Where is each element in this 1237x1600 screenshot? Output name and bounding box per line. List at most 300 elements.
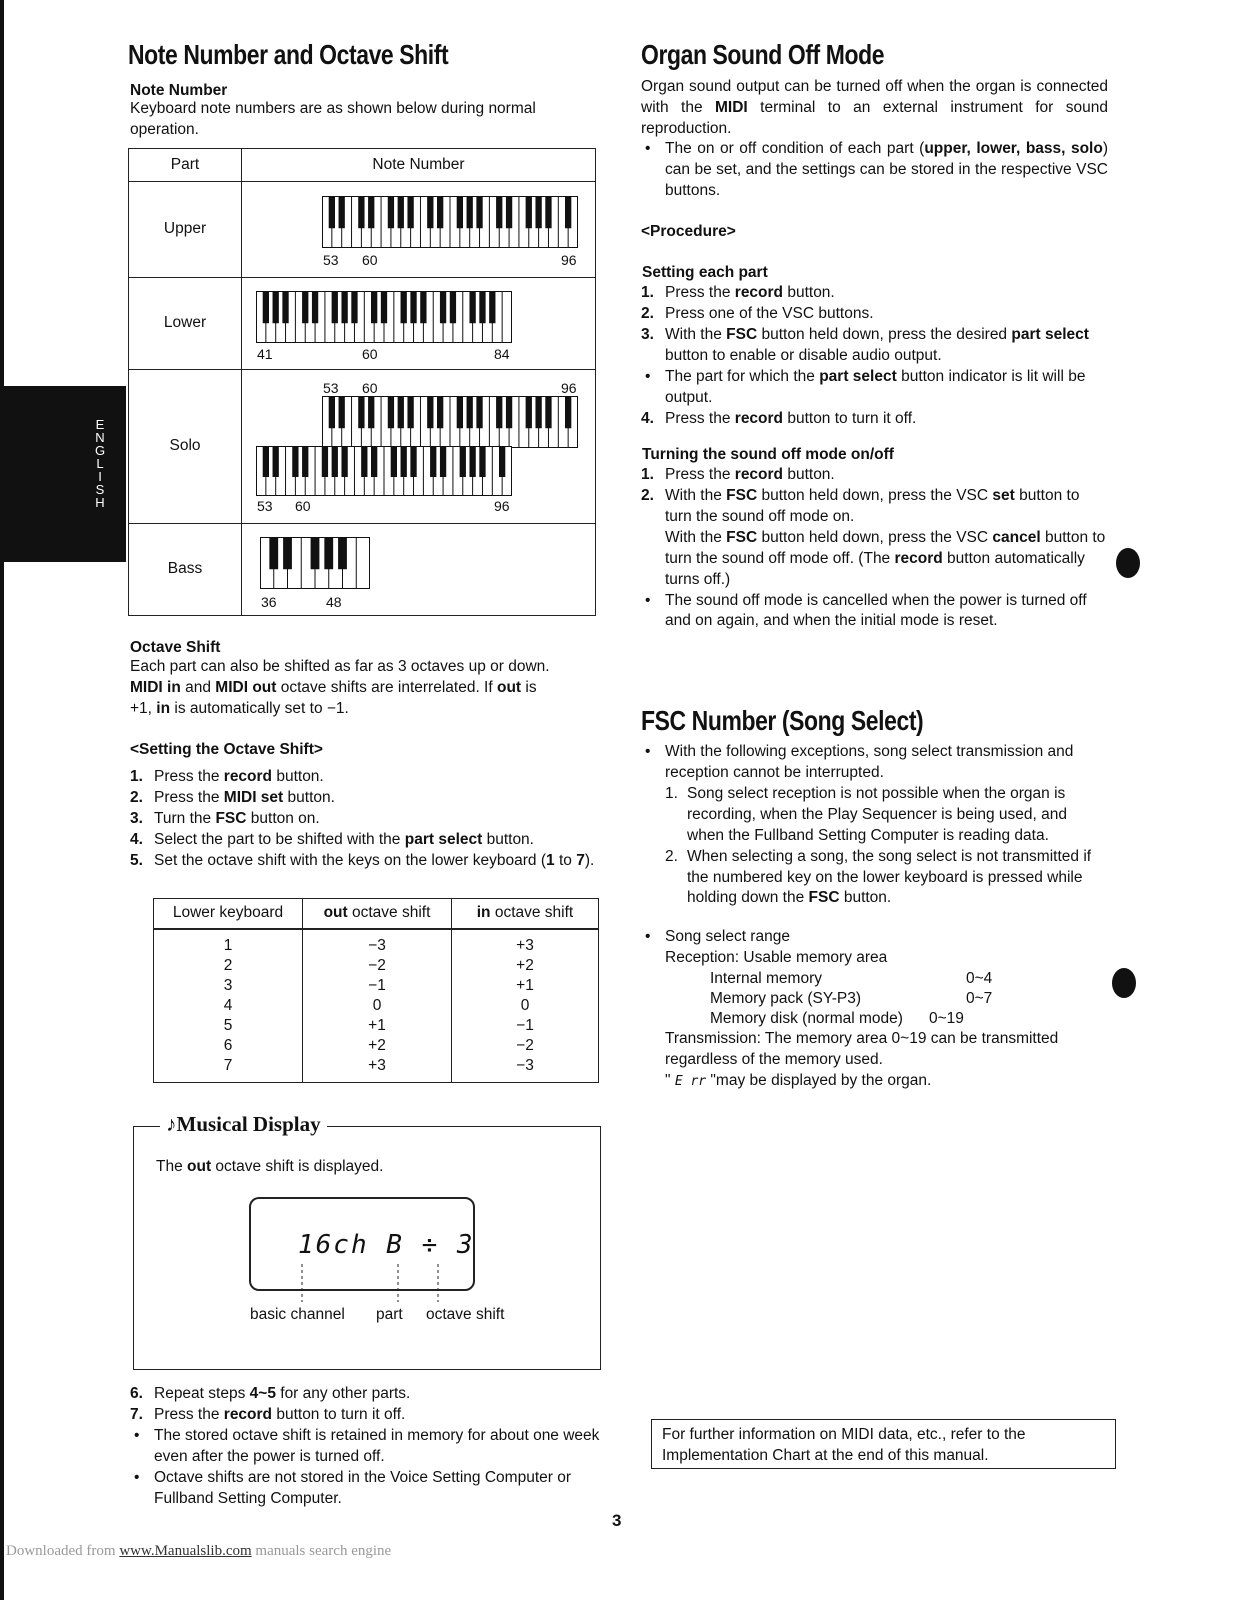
bold-term: part select <box>1011 325 1089 343</box>
bullet-icon: • <box>134 1468 140 1486</box>
note-label: 96 <box>561 252 577 268</box>
table-row <box>154 929 599 956</box>
bullet-icon: • <box>645 743 651 760</box>
text-span: button on. <box>246 809 320 827</box>
section-title-note-number: Note Number and Octave Shift <box>128 39 449 70</box>
table-cell: 0 <box>452 996 599 1016</box>
table-cell: +2 <box>452 956 599 976</box>
step-number: 1. <box>641 466 654 483</box>
language-tab-edge <box>0 386 68 562</box>
table-cell: +1 <box>303 1016 452 1036</box>
bold-term: record <box>734 466 784 483</box>
list-item <box>665 847 1108 910</box>
list-item <box>641 465 1108 486</box>
table-row <box>154 976 599 996</box>
table-header: Note Number <box>242 149 596 182</box>
tab-letter: E <box>95 417 105 432</box>
text-span: octave shift is displayed. <box>211 1158 384 1175</box>
black-key <box>476 396 482 428</box>
text-span: octave shift <box>490 904 574 921</box>
table-cell: −2 <box>452 1036 599 1056</box>
table-row <box>154 1056 599 1083</box>
black-key <box>545 396 551 428</box>
black-key <box>332 446 338 477</box>
note-label: 53 <box>257 498 273 514</box>
text-span: button held down, press the VSC <box>757 486 993 504</box>
bold-term: FSC <box>726 528 758 546</box>
bold-term: MIDI in <box>130 678 181 696</box>
text-span: button to turn the sound off mode on. <box>665 486 1080 525</box>
table-cell: −3 <box>452 1056 599 1083</box>
black-key <box>450 291 456 323</box>
text-span: With the <box>665 486 727 504</box>
solo-lower-keyboard-image <box>256 446 512 496</box>
reception-line: Reception: Usable memory area <box>665 948 888 966</box>
black-key <box>496 196 502 228</box>
bold-term: cancel <box>992 528 1041 546</box>
memory-name: Memory disk (normal mode) <box>710 1009 903 1027</box>
text-span: " <box>665 1071 675 1089</box>
bold-term: record <box>223 768 273 785</box>
black-key <box>302 291 308 323</box>
text-span: button automatically turns off.) <box>665 549 1085 588</box>
bullet-icon: • <box>645 591 651 609</box>
black-key <box>341 446 347 477</box>
setting-steps <box>641 283 1108 429</box>
upper-keyboard-image <box>322 196 578 248</box>
list-item <box>130 788 600 809</box>
step-number: 3. <box>641 325 654 343</box>
list-item <box>641 409 1108 430</box>
black-key <box>388 396 394 428</box>
octave-shift-text <box>130 657 605 720</box>
black-key <box>263 446 269 477</box>
step-number: 4. <box>641 409 654 427</box>
text-span: octave shift <box>347 904 431 921</box>
text-span: button. <box>839 889 892 907</box>
step-number: 2. <box>641 486 654 504</box>
text-span: Song select reception is not possible when the organ is recording, when the Play Sequencer is being used, and when the Fullband Setting Computer is reading data. <box>687 784 1067 844</box>
table-cell: 1 <box>154 929 303 956</box>
text-span: button to turn the sound off mode off. (The <box>665 528 1106 567</box>
step-number: 6. <box>130 1385 143 1402</box>
octave-shift-table <box>153 898 599 1083</box>
black-key <box>322 446 328 477</box>
bold-term: part select <box>819 367 897 385</box>
black-key <box>457 196 463 228</box>
bold-term: out <box>323 904 348 921</box>
memory-range: 0~4 <box>966 969 993 987</box>
organ-intro <box>641 77 1108 140</box>
list-item <box>641 283 1108 304</box>
bullet-icon: • <box>134 1426 140 1444</box>
text-span: Press the <box>665 284 735 301</box>
table-cell: −2 <box>303 956 452 976</box>
page-number: 3 <box>612 1511 622 1530</box>
text-span: Downloaded from <box>6 1543 120 1559</box>
transmission-line: Transmission: The memory area 0~19 can be transmitted regardless of the memory used. <box>665 1029 1059 1068</box>
black-key <box>427 396 433 428</box>
text-span: The <box>156 1158 188 1175</box>
black-key <box>368 196 374 228</box>
black-key <box>329 396 335 428</box>
text-span: The stored octave shift is retained in memory for about one week even after the power is turned off. <box>154 1426 600 1465</box>
lcd-label: part <box>376 1306 403 1323</box>
bullet-icon: • <box>645 367 651 385</box>
octave-steps <box>130 767 600 872</box>
table-cell: 0 <box>303 996 452 1016</box>
table-cell: 4 <box>154 996 303 1016</box>
text-span: octave shifts are interrelated. If <box>276 678 497 696</box>
memory-name: Memory pack (SY-P3) <box>710 989 862 1007</box>
black-key <box>282 291 288 323</box>
memory-row <box>641 1009 1111 1029</box>
part-label: Bass <box>129 524 242 616</box>
black-key <box>407 196 413 228</box>
note-number-text: Keyboard note numbers are as shown below during normal operation. <box>130 100 536 138</box>
black-key <box>324 537 333 569</box>
step-continuation <box>641 528 1108 591</box>
text-span: is <box>521 678 537 696</box>
note-label: 60 <box>362 346 378 362</box>
bold-term: 7 <box>576 851 585 869</box>
table-header: Lower keyboard <box>154 899 303 929</box>
black-key <box>398 396 404 428</box>
black-key <box>311 537 320 569</box>
text-span: Press the <box>665 466 735 483</box>
memory-row <box>641 969 1111 989</box>
table-row <box>154 1036 599 1056</box>
bold-term: FSC <box>215 809 247 827</box>
black-key <box>407 396 413 428</box>
text-span: Select the part to be shifted with the <box>154 830 405 848</box>
step-number: 7. <box>130 1405 143 1423</box>
black-key <box>388 196 394 228</box>
bold-term: set <box>992 486 1015 504</box>
table-header: Part <box>129 149 242 182</box>
text-span: Turn the <box>154 809 216 827</box>
black-key <box>479 291 485 323</box>
note-label: 53 <box>323 380 339 396</box>
table-cell: 2 <box>154 956 303 976</box>
list-item <box>130 851 600 872</box>
bold-term: MIDI set <box>223 788 284 806</box>
list-item <box>641 367 1108 409</box>
text-span: The sound off mode is cancelled when the power is turned off and on again, and when the initial mode is reset. <box>665 591 1087 630</box>
table-cell: 3 <box>154 976 303 996</box>
table-cell: −3 <box>303 929 452 956</box>
fsc-content <box>641 742 1108 909</box>
table-row <box>154 996 599 1016</box>
lcd-text: 16ch B ÷ 3 <box>298 1230 475 1260</box>
black-key <box>351 291 357 323</box>
table-cell: −1 <box>303 976 452 996</box>
black-key <box>535 396 541 428</box>
table-cell: +2 <box>303 1036 452 1056</box>
black-key <box>410 446 416 477</box>
black-key <box>368 396 374 428</box>
text-span: Press one of the VSC buttons. <box>665 304 874 322</box>
note-label: 96 <box>494 498 510 514</box>
black-key <box>565 396 571 428</box>
text-span: Repeat steps <box>154 1385 250 1402</box>
text-span: and <box>180 678 216 696</box>
text-span: Press the <box>154 1405 224 1423</box>
table-cell: +3 <box>452 929 599 956</box>
title-text: Musical Display <box>176 1112 321 1136</box>
black-key <box>339 196 345 228</box>
table-header <box>452 899 599 929</box>
list-item <box>665 784 1108 847</box>
list-item <box>641 927 1111 948</box>
musical-display-title <box>160 1110 327 1138</box>
text-span: button held down, press the VSC <box>757 528 993 546</box>
language-tab-label <box>94 418 106 509</box>
lcd-leader-lines <box>249 1262 479 1302</box>
binding-hole-mark <box>1112 968 1136 998</box>
note-label: 84 <box>494 346 510 362</box>
note-label: 60 <box>362 380 378 396</box>
list-item <box>130 1405 605 1426</box>
procedure-heading: <Procedure> <box>641 223 736 240</box>
step-number: 2. <box>665 847 678 865</box>
black-key <box>398 196 404 228</box>
note-number-heading: Note Number <box>130 82 228 99</box>
bass-keyboard-image <box>260 537 370 589</box>
bullet-icon: • <box>645 140 651 157</box>
note-label: 60 <box>362 252 378 268</box>
bold-term: FSC <box>726 486 758 504</box>
solo-upper-keyboard-image <box>322 396 578 448</box>
list-item <box>130 1384 605 1405</box>
text-span: button to turn it off. <box>783 409 917 427</box>
info-box: For further information on MIDI data, etc., refer to the Implementation Chart at the end of this manual. <box>651 1419 1116 1469</box>
text-span: Octave shifts are not stored in the Voice Setting Computer or Fullband Setting Computer. <box>154 1468 571 1507</box>
step-number: 1. <box>130 768 143 785</box>
black-key <box>489 291 495 323</box>
note-label: 53 <box>323 252 339 268</box>
text-span: With the following exceptions, song select transmission and reception cannot be interrupted. <box>665 743 1074 781</box>
bold-term: record <box>734 409 784 427</box>
black-key <box>401 291 407 323</box>
black-key <box>479 446 485 477</box>
black-key <box>420 291 426 323</box>
black-key <box>526 396 532 428</box>
black-key <box>302 446 308 477</box>
black-key <box>440 446 446 477</box>
text-span: ). <box>584 851 595 869</box>
black-key <box>312 291 318 323</box>
step-number: 1. <box>641 284 654 301</box>
black-key <box>338 537 347 569</box>
black-key <box>499 446 505 477</box>
bold-term: record <box>223 1405 273 1423</box>
black-key <box>269 537 278 569</box>
step-number: 4. <box>130 830 143 848</box>
list-item <box>641 139 1108 202</box>
musical-display-text <box>156 1157 383 1178</box>
black-key <box>437 196 443 228</box>
black-key <box>341 291 347 323</box>
text-span: button to turn it off. <box>272 1405 406 1423</box>
procedure-heading: <Setting the Octave Shift> <box>130 741 323 758</box>
bullet-icon: • <box>645 928 651 945</box>
black-key <box>460 446 466 477</box>
octave-shift-heading: Octave Shift <box>130 639 221 656</box>
text-span: to <box>554 851 577 869</box>
text-span: Press the <box>665 409 735 427</box>
memory-range: 0~7 <box>966 989 993 1007</box>
tab-letter: H <box>95 495 105 510</box>
step-number: 2. <box>641 304 654 322</box>
tab-letter: S <box>95 482 105 497</box>
table-row <box>154 956 599 976</box>
text-span: is automatically set to −1. <box>170 699 349 717</box>
black-key <box>506 196 512 228</box>
lower-keyboard-image <box>256 291 512 343</box>
table-body <box>154 929 599 1083</box>
text-span: ) can be set, and the settings can be stored in the respective VSC buttons. <box>665 140 1109 199</box>
text-span: button. <box>272 768 324 785</box>
black-key <box>526 196 532 228</box>
black-key <box>283 537 292 569</box>
bold-term: in <box>156 699 171 717</box>
text-span: With the <box>665 528 727 546</box>
part-label: Solo <box>129 370 242 524</box>
after-steps <box>130 1384 605 1510</box>
manualslib-link[interactable]: www.Manualslib.com <box>119 1543 252 1559</box>
black-key <box>457 396 463 428</box>
step-number: 3. <box>130 809 143 827</box>
list-item <box>641 304 1108 325</box>
black-key <box>469 291 475 323</box>
text-span: button. <box>783 284 835 301</box>
black-key <box>358 196 364 228</box>
bold-term: MIDI out <box>215 678 277 696</box>
black-key <box>565 196 571 228</box>
black-key <box>496 396 502 428</box>
step-number: 5. <box>130 851 143 869</box>
bold-term: record <box>894 549 943 567</box>
octave-text-line: Each part can also be shifted as far as 3 octaves up or down. <box>130 658 550 675</box>
lcd-label: octave shift <box>426 1306 505 1323</box>
song-select-range <box>641 927 1111 1092</box>
note-label: 36 <box>261 594 277 610</box>
text-span: Press the <box>154 768 224 785</box>
black-key <box>535 196 541 228</box>
text-span: "may be displayed by the organ. <box>706 1071 932 1089</box>
text-span: button to enable or disable audio output. <box>665 346 942 364</box>
text-span: terminal to an external instrument for sound reproduction. <box>641 98 1108 137</box>
error-note <box>641 1071 1111 1092</box>
bold-term: 4~5 <box>249 1385 276 1402</box>
memory-range: 0~19 <box>929 1009 964 1027</box>
turning-steps <box>641 465 1108 632</box>
black-key <box>410 291 416 323</box>
table-cell: 7 <box>154 1056 303 1083</box>
list-item <box>130 830 600 851</box>
bold-term: 1 <box>546 851 555 869</box>
black-key <box>358 396 364 428</box>
bold-term: upper, lower, bass, solo <box>924 140 1103 157</box>
step-number: 2. <box>130 788 143 806</box>
black-key <box>545 196 551 228</box>
black-key <box>437 396 443 428</box>
list-item <box>641 742 1108 784</box>
note-label: 48 <box>326 594 342 610</box>
list-item <box>641 486 1108 528</box>
list-item <box>641 591 1108 633</box>
black-key <box>371 291 377 323</box>
black-key <box>292 446 298 477</box>
note-label: 96 <box>561 380 577 396</box>
table-header <box>303 899 452 929</box>
note-label: 41 <box>257 346 273 362</box>
black-key <box>476 196 482 228</box>
turning-heading: Turning the sound off mode on/off <box>642 446 894 463</box>
bold-term: out <box>496 678 522 696</box>
section-title-fsc-number: FSC Number (Song Select) <box>641 705 924 736</box>
step-number: 1. <box>665 784 678 802</box>
tab-letter: I <box>98 469 102 484</box>
black-key <box>467 396 473 428</box>
memory-name: Internal memory <box>710 969 822 987</box>
tab-letter: G <box>94 443 106 458</box>
list-item <box>130 1468 605 1510</box>
part-label: Lower <box>129 278 242 370</box>
text-span: for any other parts. <box>275 1385 411 1402</box>
black-key <box>329 196 335 228</box>
text-span: Organ sound output can be turned off when the organ is connected with the <box>641 78 1108 116</box>
memory-row <box>641 989 1111 1009</box>
text-span: Press the <box>154 788 224 806</box>
tab-letter: N <box>95 430 105 445</box>
tab-letter: L <box>96 456 104 471</box>
table-cell: −1 <box>452 1016 599 1036</box>
black-key <box>339 396 345 428</box>
table-cell: +1 <box>452 976 599 996</box>
bold-term: FSC <box>808 889 840 907</box>
black-key <box>371 446 377 477</box>
text-span: When selecting a song, the song select is not transmitted if the numbered key on the lower keyboard is pressed while holding down the <box>687 847 1092 907</box>
black-key <box>361 446 367 477</box>
part-label: Upper <box>129 182 242 278</box>
bold-term: in <box>476 904 491 921</box>
download-footer <box>6 1541 391 1561</box>
table-cell: 5 <box>154 1016 303 1036</box>
black-key <box>332 291 338 323</box>
black-key <box>381 291 387 323</box>
setting-heading: Setting each part <box>642 264 768 281</box>
list-item <box>130 1426 605 1468</box>
text-span: button. <box>283 788 335 806</box>
music-note-icon: ♪ <box>166 1112 177 1136</box>
black-key <box>440 291 446 323</box>
bold-term: part select <box>404 830 483 848</box>
text-span: With the <box>665 325 727 343</box>
table-row <box>154 1016 599 1036</box>
bold-term: record <box>734 284 784 301</box>
bold-term: FSC <box>726 325 758 343</box>
list-item <box>130 809 600 830</box>
text-span: button. <box>482 830 534 848</box>
text-span: manuals search engine <box>251 1543 392 1559</box>
black-key <box>430 446 436 477</box>
text-span: button indicator is lit will be output. <box>665 367 1086 406</box>
black-key <box>401 446 407 477</box>
text-span: button held down, press the desired <box>757 325 1012 343</box>
black-key <box>391 446 397 477</box>
